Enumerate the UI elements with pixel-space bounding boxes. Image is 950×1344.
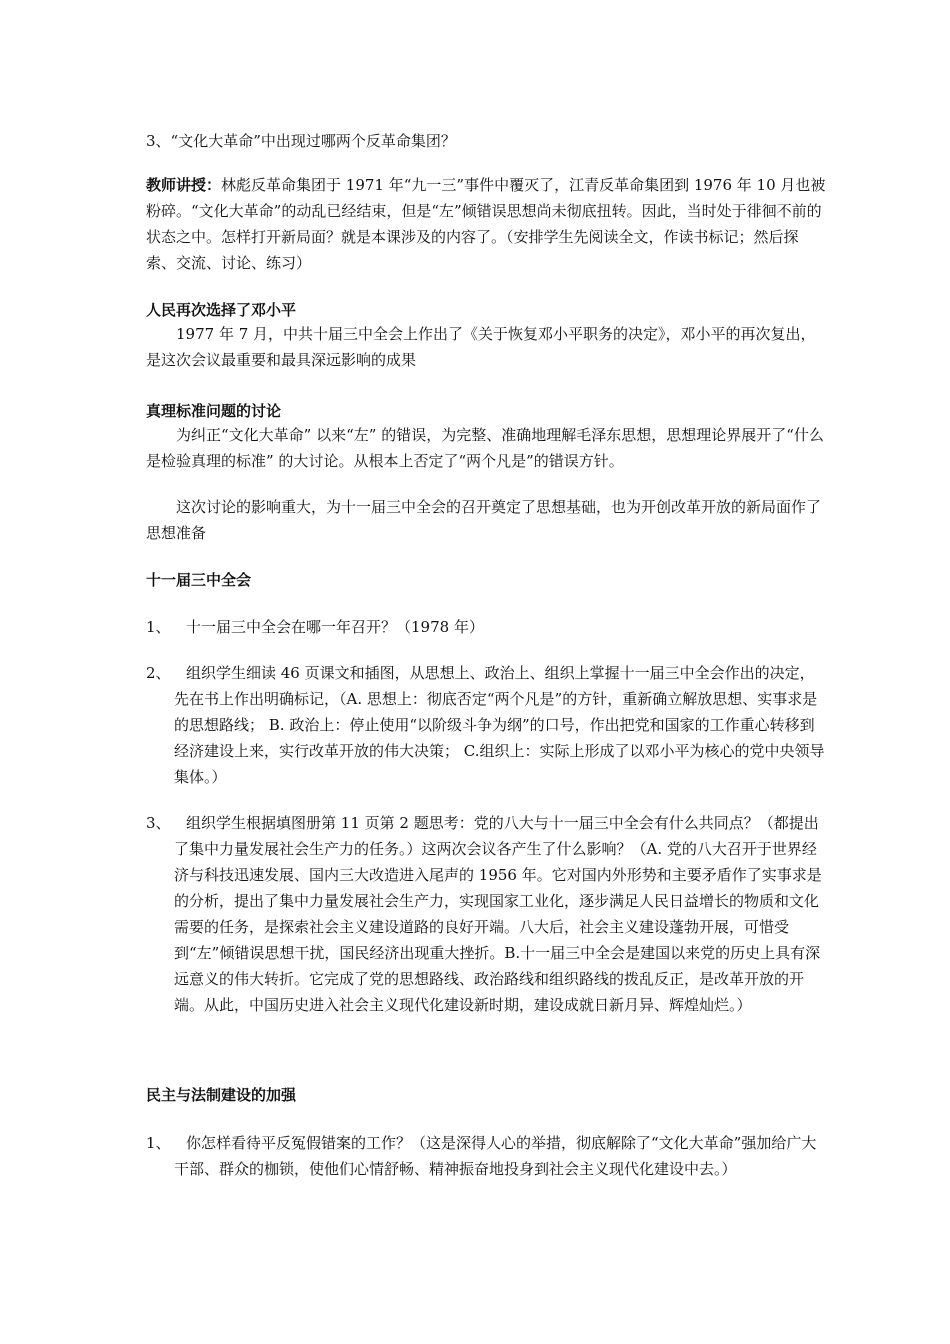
- section-paragraph-truth-2: 这次讨论的影响重大，为十一届三中全会的召开奠定了思想基础，也为开创改革开放的新局面作了思想准备: [146, 498, 822, 542]
- section-paragraph-truth-1: 为纠正“文化大革命” 以来“左” 的错误，为完整、准确地理解毛泽东思想，思想理论界展开了“什么是检验真理的标准” 的大讨论。从根本上否定了“两个凡是”的错误方针。: [146, 426, 824, 470]
- list-item: [146, 1130, 826, 1182]
- teacher-lecture: [146, 172, 826, 276]
- section-heading-truth: 真理标准问题的讨论: [146, 402, 282, 420]
- list-item-number: 1、: [146, 618, 171, 636]
- list-item-text: 你怎样看待平反冤假错案的工作？（这是深得人心的举措，彻底解除了“文化大革命”强加给广大干部、群众的枷锁，使他们心情舒畅、精神振奋地投身到社会主义现代化建设中去。）: [174, 1134, 817, 1178]
- section-heading-plenum: 十一届三中全会: [146, 571, 252, 589]
- question-3: 3、“文化大革命”中出现过哪两个反革命集团？: [146, 132, 456, 150]
- list-item-text: 十一届三中全会在哪一年召开？（1978 年）: [186, 618, 484, 636]
- list-item-number: 3、: [146, 814, 171, 832]
- teacher-lecture-text: 林彪反革命集团于 1971 年“九一三”事件中覆灭了，江青反革命集团到 1976 年 10 月也被粉碎。“文化大革命”的动乱已经结束，但是“左”倾错误思想尚未彻底扭转。因此，当时处于徘徊不前的状态之中。怎样打开新局面？就是本课涉及的内容了。（安排学生先阅读全文，作读书标记；然后探索、交流、讨论、练习）: [146, 176, 826, 272]
- list-item: [146, 810, 826, 1018]
- section-heading-democracy: 民主与法制建设的加强: [146, 1086, 297, 1104]
- list-item: [146, 614, 826, 640]
- section-paragraph-deng: 1977 年 7 月，中共十届三中全会上作出了《关于恢复邓小平职务的决定》，邓小平的再次复出，是这次会议最重要和最具深远影响的成果: [146, 325, 816, 369]
- list-item-number: 1、: [146, 1134, 171, 1152]
- section-heading-deng: 人民再次选择了邓小平: [146, 301, 297, 319]
- list-item-number: 2、: [146, 664, 171, 682]
- list-item-text: 组织学生根据填图册第 11 页第 2 题思考：党的八大与十一届三中全会有什么共同点？（都提出了集中力量发展社会生产力的任务。）这两次会议各产生了什么影响？（A. 党的八大召开于世界经济与科技迅速发展、国内三大改造进入尾声的 1956 年。它对国内外形势和主要矛盾作了实事求是的分析，提出了集中力量发展社会生产力，实现国家工业化，逐步满足人民日益增长的物质和文化需要的任务，是探索社会主义建设道路的良好开端。八大后，社会主义建设蓬勃开展，可惜受到“左”倾错误思想干扰，国民经济出现重大挫折。B.十一届三中全会是建国以来党的历史上具有深远意义的伟大转折。它完成了党的思想路线、政治路线和组织路线的拨乱反正，是改革开放的开端。从此，中国历史进入社会主义现代化建设新时期，建设成就日新月异、辉煌灿烂。）: [174, 814, 822, 1014]
- teacher-lecture-label: 教师讲授：: [146, 176, 222, 194]
- list-item-text: 组织学生细读 46 页课文和插图，从思想上、政治上、组织上掌握十一届三中全会作出的决定，先在书上作出明确标记，（A. 思想上：彻底否定“两个凡是”的方针，重新确立解放思想、实事求是的思想路线； B. 政治上：停止使用“以阶级斗争为纲”的口号，作出把党和国家的工作重心转移到经济建设上来，实行改革开放的伟大决策； C.组织上：实际上形成了以邓小平为核心的党中央领导集体。）: [174, 664, 825, 786]
- list-item: [146, 660, 826, 790]
